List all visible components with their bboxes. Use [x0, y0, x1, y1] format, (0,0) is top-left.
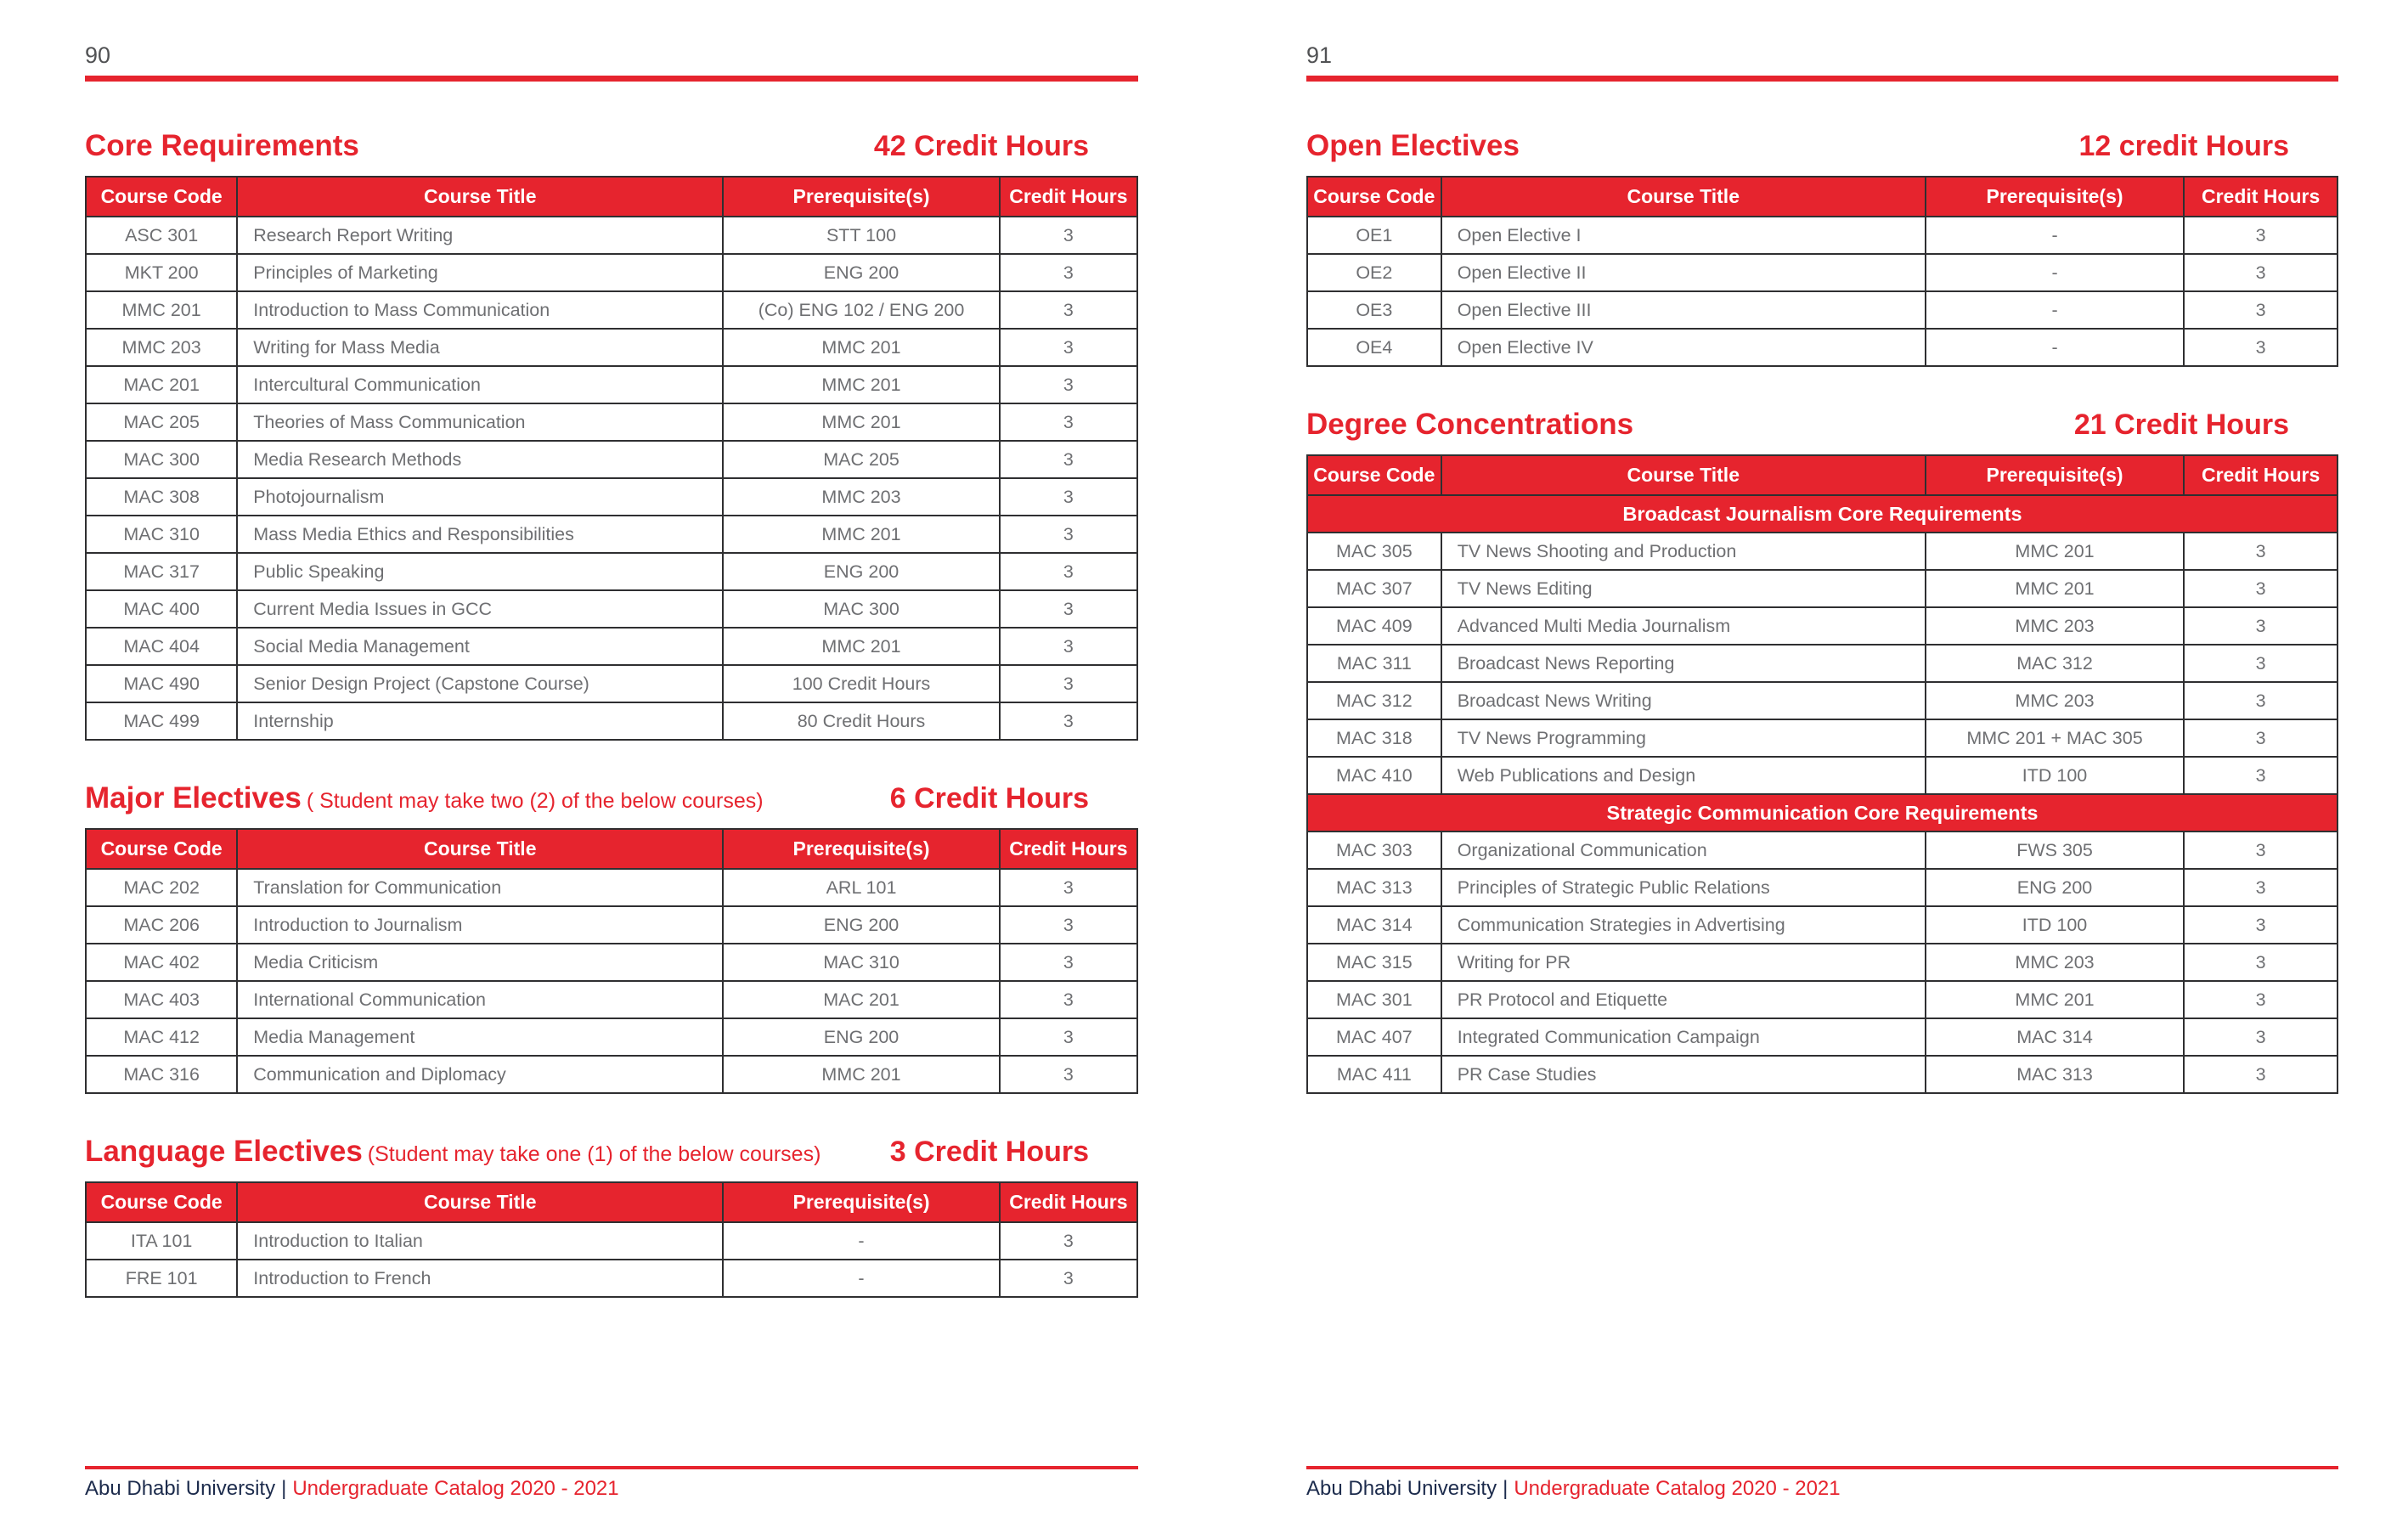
course-code-cell: FRE 101: [86, 1260, 237, 1297]
column-header: Course Title: [237, 829, 723, 869]
footer-rule: [85, 1466, 1138, 1469]
section-credit-hours: 6 Credit Hours: [889, 782, 1089, 815]
footer-separator: |: [281, 1477, 287, 1500]
prerequisite-cell: MMC 201: [1926, 533, 2184, 570]
table-row: [86, 329, 1137, 366]
credit-hours-cell: 3: [1000, 906, 1137, 944]
course-code-cell: MAC 490: [86, 665, 237, 702]
course-code-cell: MAC 403: [86, 981, 237, 1018]
course-title-cell: International Communication: [237, 981, 723, 1018]
credit-hours-cell: 3: [1000, 1222, 1137, 1260]
column-header: Credit Hours: [2184, 455, 2338, 495]
prerequisite-cell: MMC 201: [1926, 570, 2184, 607]
course-title-cell: Current Media Issues in GCC: [237, 590, 723, 628]
course-code-cell: MAC 315: [1307, 944, 1441, 981]
course-title-cell: Introduction to French: [237, 1260, 723, 1297]
course-code-cell: MAC 205: [86, 403, 237, 441]
table-body: [1307, 495, 2338, 1093]
course-table: [85, 1181, 1138, 1298]
prerequisite-cell: ITD 100: [1926, 906, 2184, 944]
course-code-cell: MAC 317: [86, 553, 237, 590]
table-row: [86, 628, 1137, 665]
table-row: [86, 516, 1137, 553]
prerequisite-cell: MAC 205: [723, 441, 1000, 478]
table-row: [86, 291, 1137, 329]
course-code-cell: MAC 410: [1307, 757, 1441, 794]
column-header: Prerequisite(s): [723, 829, 1000, 869]
course-title-cell: Open Elective III: [1441, 291, 1926, 329]
table-row: [86, 478, 1137, 516]
prerequisite-cell: -: [1926, 329, 2184, 366]
table-row: [1307, 217, 2338, 254]
course-title-cell: Open Elective II: [1441, 254, 1926, 291]
table-row: [86, 366, 1137, 403]
table-row: [86, 590, 1137, 628]
prerequisite-cell: STT 100: [723, 217, 1000, 254]
prerequisite-cell: ENG 200: [723, 1018, 1000, 1056]
credit-hours-cell: 3: [2184, 1018, 2338, 1056]
course-code-cell: MAC 318: [1307, 719, 1441, 757]
prerequisite-cell: MMC 203: [723, 478, 1000, 516]
course-code-cell: OE1: [1307, 217, 1441, 254]
course-code-cell: MAC 407: [1307, 1018, 1441, 1056]
course-code-cell: MAC 310: [86, 516, 237, 553]
credit-hours-cell: 3: [1000, 516, 1137, 553]
credit-hours-cell: 3: [1000, 944, 1137, 981]
course-code-cell: MAC 202: [86, 869, 237, 906]
credit-hours-cell: 3: [2184, 832, 2338, 869]
course-title-cell: Advanced Multi Media Journalism: [1441, 607, 1926, 645]
table-row: [86, 944, 1137, 981]
course-section: [85, 781, 1138, 1094]
section-credit-hours: 42 Credit Hours: [873, 130, 1089, 162]
credit-hours-cell: 3: [1000, 1260, 1137, 1297]
top-rule: [1306, 76, 2338, 82]
table-row: [1307, 1056, 2338, 1093]
table-body: [86, 217, 1137, 740]
prerequisite-cell: MMC 203: [1926, 944, 2184, 981]
table-row: [1307, 533, 2338, 570]
prerequisite-cell: 80 Credit Hours: [723, 702, 1000, 740]
prerequisite-cell: (Co) ENG 102 / ENG 200: [723, 291, 1000, 329]
course-title-cell: Introduction to Journalism: [237, 906, 723, 944]
page-footer: [85, 1466, 1138, 1501]
prerequisite-cell: MMC 203: [1926, 607, 2184, 645]
table-row: [86, 403, 1137, 441]
section-title-wrap: [1306, 408, 1633, 442]
course-title-cell: Public Speaking: [237, 553, 723, 590]
table-row: [86, 869, 1137, 906]
table-row: [86, 553, 1137, 590]
footer-text: [85, 1477, 1138, 1501]
section-title-wrap: [85, 781, 764, 815]
credit-hours-cell: 3: [2184, 981, 2338, 1018]
course-title-cell: Theories of Mass Communication: [237, 403, 723, 441]
course-title-cell: Principles of Marketing: [237, 254, 723, 291]
table-row: [86, 702, 1137, 740]
page-footer: [1306, 1466, 2338, 1501]
credit-hours-cell: 3: [1000, 590, 1137, 628]
section-title: Degree Concentrations: [1306, 408, 1634, 441]
prerequisite-cell: ARL 101: [723, 869, 1000, 906]
credit-hours-cell: 3: [2184, 254, 2338, 291]
prerequisite-cell: MAC 313: [1926, 1056, 2184, 1093]
prerequisite-cell: MMC 201: [1926, 981, 2184, 1018]
course-title-cell: Communication and Diplomacy: [237, 1056, 723, 1093]
table-row: [86, 1260, 1137, 1297]
credit-hours-cell: 3: [1000, 1018, 1137, 1056]
course-title-cell: PR Case Studies: [1441, 1056, 1926, 1093]
course-code-cell: MAC 404: [86, 628, 237, 665]
course-title-cell: Organizational Communication: [1441, 832, 1926, 869]
course-title-cell: Internship: [237, 702, 723, 740]
page-90: [85, 0, 1138, 1539]
column-header: Prerequisite(s): [1926, 177, 2184, 217]
course-title-cell: Senior Design Project (Capstone Course): [237, 665, 723, 702]
page-number: 90: [85, 42, 111, 68]
column-header: Course Code: [86, 829, 237, 869]
course-code-cell: MAC 400: [86, 590, 237, 628]
course-title-cell: PR Protocol and Etiquette: [1441, 981, 1926, 1018]
prerequisite-cell: -: [723, 1260, 1000, 1297]
section-title-wrap: [1306, 129, 1520, 163]
section-header: [1306, 129, 2338, 163]
footer-separator: |: [1503, 1477, 1509, 1500]
table-row: [86, 1056, 1137, 1093]
course-title-cell: Media Criticism: [237, 944, 723, 981]
credit-hours-cell: 3: [1000, 628, 1137, 665]
column-header: Credit Hours: [1000, 177, 1137, 217]
course-code-cell: OE2: [1307, 254, 1441, 291]
prerequisite-cell: MMC 201: [723, 628, 1000, 665]
course-table: [1306, 454, 2338, 1094]
credit-hours-cell: 3: [1000, 291, 1137, 329]
section-credit-hours: 12 credit Hours: [2078, 130, 2289, 162]
course-table: [85, 176, 1138, 741]
section-title-wrap: [85, 129, 359, 163]
course-code-cell: MAC 409: [1307, 607, 1441, 645]
section-title: Open Electives: [1306, 129, 1520, 162]
course-table: [1306, 176, 2338, 367]
course-title-cell: Open Elective I: [1441, 217, 1926, 254]
course-code-cell: MAC 313: [1307, 869, 1441, 906]
course-title-cell: Communication Strategies in Advertising: [1441, 906, 1926, 944]
prerequisite-cell: ENG 200: [723, 906, 1000, 944]
footer-catalog: Undergraduate Catalog 2020 - 2021: [1514, 1477, 1841, 1500]
prerequisite-cell: MMC 203: [1926, 682, 2184, 719]
section-header: [85, 129, 1138, 163]
course-title-cell: Principles of Strategic Public Relations: [1441, 869, 1926, 906]
column-header: Course Code: [1307, 177, 1441, 217]
course-code-cell: OE3: [1307, 291, 1441, 329]
section-title: Major Electives: [85, 781, 302, 815]
column-header: Prerequisite(s): [723, 177, 1000, 217]
table-row: [1307, 944, 2338, 981]
column-header: Credit Hours: [2184, 177, 2338, 217]
table-row: [86, 441, 1137, 478]
table-row: [86, 906, 1137, 944]
credit-hours-cell: 3: [1000, 665, 1137, 702]
course-section: [1306, 408, 2338, 1094]
course-title-cell: Broadcast News Writing: [1441, 682, 1926, 719]
course-code-cell: MAC 411: [1307, 1056, 1441, 1093]
footer-university: Abu Dhabi University: [1306, 1477, 1497, 1500]
table-head: [86, 829, 1137, 869]
course-section: [85, 129, 1138, 741]
credit-hours-cell: 3: [1000, 403, 1137, 441]
credit-hours-cell: 3: [2184, 645, 2338, 682]
credit-hours-cell: 3: [2184, 607, 2338, 645]
column-header: Course Title: [1441, 177, 1926, 217]
section-header: [85, 1135, 1138, 1169]
table-header-row: [86, 1182, 1137, 1222]
prerequisite-cell: MAC 312: [1926, 645, 2184, 682]
course-code-cell: OE4: [1307, 329, 1441, 366]
credit-hours-cell: 3: [1000, 981, 1137, 1018]
credit-hours-cell: 3: [1000, 217, 1137, 254]
column-header: Credit Hours: [1000, 1182, 1137, 1222]
table-row: [1307, 607, 2338, 645]
course-section: [85, 1135, 1138, 1298]
credit-hours-cell: 3: [1000, 553, 1137, 590]
column-header: Course Title: [237, 1182, 723, 1222]
prerequisite-cell: -: [1926, 254, 2184, 291]
table-head: [86, 177, 1137, 217]
course-code-cell: MAC 312: [1307, 682, 1441, 719]
course-code-cell: MAC 402: [86, 944, 237, 981]
table-row: [1307, 570, 2338, 607]
section-subtitle: (Student may take one (1) of the below courses): [367, 1142, 821, 1166]
course-code-cell: MAC 201: [86, 366, 237, 403]
credit-hours-cell: 3: [2184, 217, 2338, 254]
course-code-cell: MAC 412: [86, 1018, 237, 1056]
prerequisite-cell: MMC 201: [723, 329, 1000, 366]
column-header: Credit Hours: [1000, 829, 1137, 869]
section-header: [1306, 408, 2338, 442]
table-row: [1307, 906, 2338, 944]
credit-hours-cell: 3: [2184, 719, 2338, 757]
credit-hours-cell: 3: [2184, 329, 2338, 366]
prerequisite-cell: MAC 201: [723, 981, 1000, 1018]
credit-hours-cell: 3: [2184, 570, 2338, 607]
credit-hours-cell: 3: [2184, 906, 2338, 944]
course-title-cell: Translation for Communication: [237, 869, 723, 906]
course-title-cell: Media Research Methods: [237, 441, 723, 478]
credit-hours-cell: 3: [2184, 533, 2338, 570]
column-header: Course Code: [1307, 455, 1441, 495]
course-title-cell: Integrated Communication Campaign: [1441, 1018, 1926, 1056]
table-row: [1307, 645, 2338, 682]
course-code-cell: MAC 316: [86, 1056, 237, 1093]
credit-hours-cell: 3: [2184, 291, 2338, 329]
footer-text: [1306, 1477, 2338, 1501]
course-title-cell: Writing for Mass Media: [237, 329, 723, 366]
course-title-cell: Research Report Writing: [237, 217, 723, 254]
credit-hours-cell: 3: [1000, 1056, 1137, 1093]
course-title-cell: Open Elective IV: [1441, 329, 1926, 366]
concentration-band-row: [1307, 495, 2338, 533]
course-code-cell: MAC 307: [1307, 570, 1441, 607]
prerequisite-cell: FWS 305: [1926, 832, 2184, 869]
table-row: [86, 217, 1137, 254]
table-header-row: [86, 177, 1137, 217]
section-title-wrap: [85, 1135, 821, 1169]
credit-hours-cell: 3: [2184, 944, 2338, 981]
prerequisite-cell: MAC 310: [723, 944, 1000, 981]
course-title-cell: Writing for PR: [1441, 944, 1926, 981]
credit-hours-cell: 3: [1000, 329, 1137, 366]
course-code-cell: ASC 301: [86, 217, 237, 254]
prerequisite-cell: MMC 201 + MAC 305: [1926, 719, 2184, 757]
prerequisite-cell: MMC 201: [723, 516, 1000, 553]
concentration-band-label: Strategic Communication Core Requirements: [1307, 794, 2338, 832]
credit-hours-cell: 3: [1000, 366, 1137, 403]
prerequisite-cell: MMC 201: [723, 1056, 1000, 1093]
table-row: [1307, 832, 2338, 869]
prerequisite-cell: -: [1926, 217, 2184, 254]
course-table: [85, 828, 1138, 1094]
course-title-cell: Broadcast News Reporting: [1441, 645, 1926, 682]
prerequisite-cell: MAC 314: [1926, 1018, 2184, 1056]
column-header: Prerequisite(s): [1926, 455, 2184, 495]
column-header: Course Code: [86, 1182, 237, 1222]
table-head: [1307, 455, 2338, 495]
table-body: [86, 869, 1137, 1093]
footer-rule: [1306, 1466, 2338, 1469]
prerequisite-cell: ENG 200: [1926, 869, 2184, 906]
sections-container: [1306, 129, 2338, 1094]
table-row: [1307, 869, 2338, 906]
table-row: [1307, 757, 2338, 794]
course-code-cell: MAC 305: [1307, 533, 1441, 570]
column-header: Course Code: [86, 177, 237, 217]
credit-hours-cell: 3: [2184, 757, 2338, 794]
course-title-cell: TV News Shooting and Production: [1441, 533, 1926, 570]
course-code-cell: MAC 314: [1307, 906, 1441, 944]
table-head: [86, 1182, 1137, 1222]
course-code-cell: MAC 206: [86, 906, 237, 944]
prerequisite-cell: ITD 100: [1926, 757, 2184, 794]
table-head: [1307, 177, 2338, 217]
credit-hours-cell: 3: [1000, 869, 1137, 906]
table-row: [1307, 329, 2338, 366]
prerequisite-cell: 100 Credit Hours: [723, 665, 1000, 702]
credit-hours-cell: 3: [1000, 702, 1137, 740]
course-title-cell: Web Publications and Design: [1441, 757, 1926, 794]
course-code-cell: MAC 308: [86, 478, 237, 516]
table-row: [86, 665, 1137, 702]
table-header-row: [1307, 177, 2338, 217]
credit-hours-cell: 3: [1000, 441, 1137, 478]
section-subtitle: ( Student may take two (2) of the below courses): [306, 789, 764, 813]
course-title-cell: TV News Editing: [1441, 570, 1926, 607]
course-title-cell: Introduction to Italian: [237, 1222, 723, 1260]
course-code-cell: MAC 300: [86, 441, 237, 478]
table-row: [86, 254, 1137, 291]
course-code-cell: MAC 301: [1307, 981, 1441, 1018]
table-header-row: [86, 829, 1137, 869]
course-code-cell: MAC 499: [86, 702, 237, 740]
course-title-cell: Introduction to Mass Communication: [237, 291, 723, 329]
table-row: [86, 1222, 1137, 1260]
course-code-cell: MAC 311: [1307, 645, 1441, 682]
table-header-row: [1307, 455, 2338, 495]
course-title-cell: Photojournalism: [237, 478, 723, 516]
section-header: [85, 781, 1138, 815]
table-body: [1307, 217, 2338, 366]
footer-catalog: Undergraduate Catalog 2020 - 2021: [292, 1477, 619, 1500]
credit-hours-cell: 3: [1000, 254, 1137, 291]
table-row: [1307, 981, 2338, 1018]
course-section: [1306, 129, 2338, 367]
prerequisite-cell: ENG 200: [723, 254, 1000, 291]
section-title: Language Electives: [85, 1135, 363, 1168]
credit-hours-cell: 3: [2184, 682, 2338, 719]
table-row: [86, 1018, 1137, 1056]
page-number: 91: [1306, 42, 1333, 68]
course-title-cell: Media Management: [237, 1018, 723, 1056]
credit-hours-cell: 3: [2184, 1056, 2338, 1093]
course-code-cell: MMC 201: [86, 291, 237, 329]
prerequisite-cell: ENG 200: [723, 553, 1000, 590]
section-credit-hours: 21 Credit Hours: [2073, 409, 2289, 441]
course-title-cell: Intercultural Communication: [237, 366, 723, 403]
course-code-cell: MAC 303: [1307, 832, 1441, 869]
prerequisite-cell: MMC 201: [723, 366, 1000, 403]
course-code-cell: MMC 203: [86, 329, 237, 366]
prerequisite-cell: -: [1926, 291, 2184, 329]
course-code-cell: ITA 101: [86, 1222, 237, 1260]
course-title-cell: TV News Programming: [1441, 719, 1926, 757]
concentration-band-row: [1307, 794, 2338, 832]
course-title-cell: Social Media Management: [237, 628, 723, 665]
prerequisite-cell: MAC 300: [723, 590, 1000, 628]
sections-container: [85, 129, 1138, 1298]
table-row: [1307, 682, 2338, 719]
credit-hours-cell: 3: [2184, 869, 2338, 906]
table-row: [86, 981, 1137, 1018]
page-91: [1306, 0, 2338, 1539]
table-row: [1307, 254, 2338, 291]
table-body: [86, 1222, 1137, 1297]
section-title: Core Requirements: [85, 129, 359, 162]
table-row: [1307, 719, 2338, 757]
column-header: Course Title: [237, 177, 723, 217]
prerequisite-cell: MMC 201: [723, 403, 1000, 441]
column-header: Prerequisite(s): [723, 1182, 1000, 1222]
concentration-band-label: Broadcast Journalism Core Requirements: [1307, 495, 2338, 533]
credit-hours-cell: 3: [1000, 478, 1137, 516]
footer-university: Abu Dhabi University: [85, 1477, 276, 1500]
course-title-cell: Mass Media Ethics and Responsibilities: [237, 516, 723, 553]
prerequisite-cell: -: [723, 1222, 1000, 1260]
section-credit-hours: 3 Credit Hours: [889, 1136, 1089, 1168]
course-code-cell: MKT 200: [86, 254, 237, 291]
table-row: [1307, 1018, 2338, 1056]
column-header: Course Title: [1441, 455, 1926, 495]
table-row: [1307, 291, 2338, 329]
top-rule: [85, 76, 1138, 82]
